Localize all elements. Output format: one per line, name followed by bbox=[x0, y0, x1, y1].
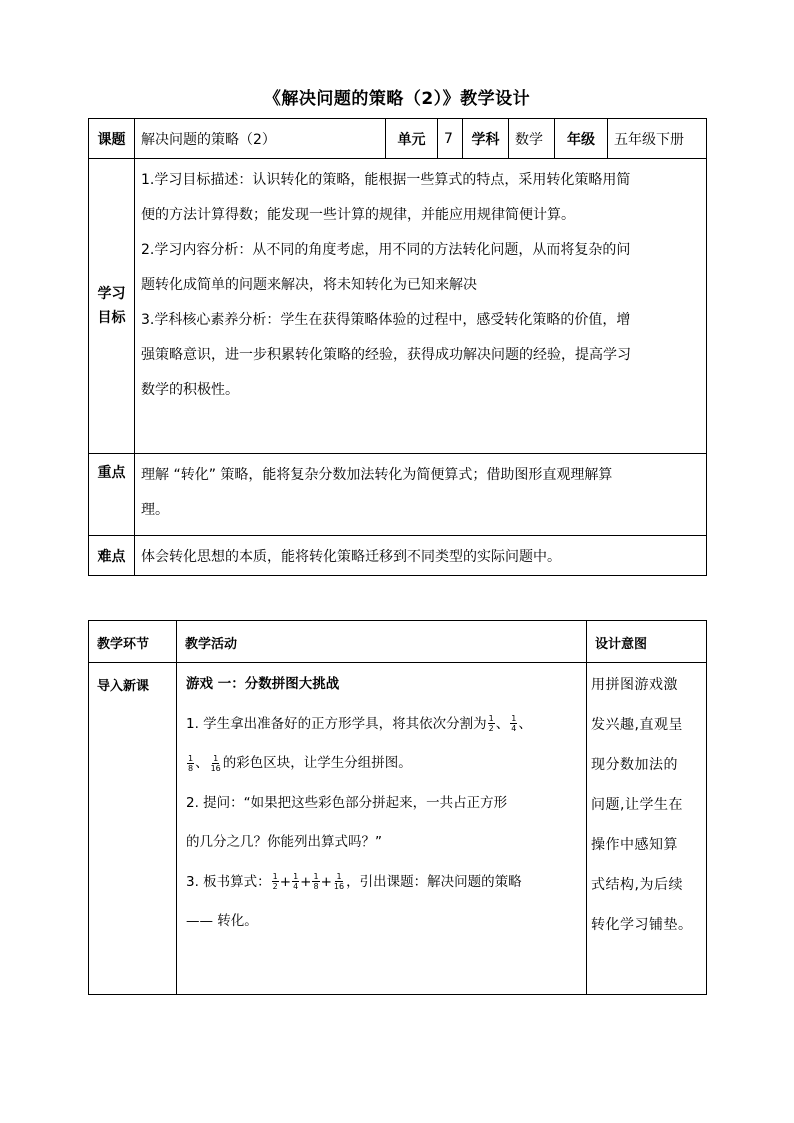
fraction-one-half: $\frac{1}{2}$ bbox=[272, 872, 278, 891]
stage-name: 导入新课 bbox=[89, 663, 177, 995]
difficulties-content: 体会转化思想的本质，能将转化策略迁移到不同类型的实际问题中。 bbox=[135, 536, 707, 576]
objectives-content bbox=[135, 159, 707, 454]
activity-step-2: 2. 提问：“如果把这些彩色部分拼起来，一共占正方形 bbox=[186, 794, 508, 811]
topic-label: 课题 bbox=[89, 119, 135, 159]
intent-line: 发兴趣,直观呈 bbox=[591, 717, 683, 733]
lesson-info-table bbox=[88, 118, 707, 576]
subject-value: 数学 bbox=[509, 119, 555, 159]
key-points-label: 重点 bbox=[89, 454, 135, 536]
stage-header: 教学环节 bbox=[89, 621, 177, 663]
objective-line: 数学的积极性。 bbox=[141, 382, 239, 398]
design-intent bbox=[587, 663, 707, 995]
unit-value: 7 bbox=[438, 119, 463, 159]
activity-header: 教学活动 bbox=[177, 621, 587, 663]
objective-line: 1.学习目标描述：认识转化的策略，能根据一些算式的特点，采用转化策略用简 bbox=[141, 172, 631, 188]
objective-line: 便的方法计算得数；能发现一些计算的规律，并能应用规律简便计算。 bbox=[141, 207, 575, 223]
key-points-content bbox=[135, 454, 707, 536]
activity-content bbox=[177, 663, 587, 995]
fraction-one-sixteenth: $\frac{1}{16}$ bbox=[210, 753, 221, 773]
difficulties-label: 难点 bbox=[89, 536, 135, 576]
intent-line: 式结构,为后续 bbox=[591, 877, 683, 893]
teaching-process-table bbox=[88, 620, 707, 995]
activity-step-3: 3. 板书算式： $\frac{1}{2}$ + $\frac{1}{4}$ + $\frac{1}{8}$ + $\frac{1}{16}$ ，引出课题：解决问题的策略 bbox=[186, 872, 522, 891]
intent-line: 转化学习铺垫。 bbox=[591, 917, 693, 933]
activity-step-2-cont: 的几分之几？你能列出算式吗？” bbox=[186, 834, 382, 850]
objective-line: 3.学科核心素养分析：学生在获得策略体验的过程中，感受转化策略的价值，增 bbox=[141, 312, 631, 328]
topic-value: 解决问题的策略（2） bbox=[135, 119, 386, 159]
objectives-label-line1: 学习 bbox=[97, 286, 126, 302]
subject-label: 学科 bbox=[463, 119, 509, 159]
fraction-one-half: $\frac{1}{2}$ bbox=[488, 714, 494, 733]
activity-step-1-cont: $\frac{1}{8}$ 、 $\frac{1}{16}$ 的彩色区块，让学生分组拼图。 bbox=[188, 753, 412, 773]
grade-label: 年级 bbox=[555, 119, 608, 159]
intent-line: 问题,让学生在 bbox=[591, 797, 683, 813]
objective-line: 2.学习内容分析：从不同的角度考虑，用不同的方法转化问题，从而将复杂的问 bbox=[141, 242, 631, 258]
intent-line: 用拼图游戏激 bbox=[591, 677, 678, 693]
intent-line: 操作中感知算 bbox=[591, 837, 678, 853]
unit-label: 单元 bbox=[386, 119, 438, 159]
fraction-one-quarter: $\frac{1}{4}$ bbox=[511, 714, 517, 733]
intent-header: 设计意图 bbox=[587, 621, 707, 663]
objectives-label bbox=[89, 159, 135, 454]
activity-step-3-cont: —— 转化。 bbox=[186, 913, 258, 929]
activity-step-1: 1. 学生拿出准备好的正方形学具，将其依次分割为 $\frac{1}{2}$ 、 $\frac{1}{4}$ 、 bbox=[186, 714, 532, 733]
fraction-one-quarter: $\frac{1}{4}$ bbox=[293, 872, 299, 891]
objectives-label-line2: 目标 bbox=[97, 310, 126, 326]
key-point-line: 理解 “转化” 策略，能将复杂分数加法转化为简便算式；借助图形直观理解算 bbox=[141, 467, 613, 483]
game-title: 游戏 一：分数拼图大挑战 bbox=[186, 676, 340, 692]
fraction-one-eighth: $\frac{1}{8}$ bbox=[188, 753, 194, 773]
intent-line: 现分数加法的 bbox=[591, 757, 678, 773]
objective-line: 题转化成简单的问题来解决，将未知转化为已知来解决 bbox=[141, 277, 477, 293]
objective-line: 强策略意识，进一步积累转化策略的经验，获得成功解决问题的经验，提高学习 bbox=[141, 347, 631, 363]
fraction-one-sixteenth: $\frac{1}{16}$ bbox=[333, 872, 345, 891]
grade-value: 五年级下册 bbox=[608, 119, 707, 159]
document-title: 《解决问题的策略（2）》教学设计 bbox=[263, 89, 531, 109]
key-point-line: 理。 bbox=[141, 502, 169, 518]
fraction-one-eighth: $\frac{1}{8}$ bbox=[313, 872, 319, 891]
